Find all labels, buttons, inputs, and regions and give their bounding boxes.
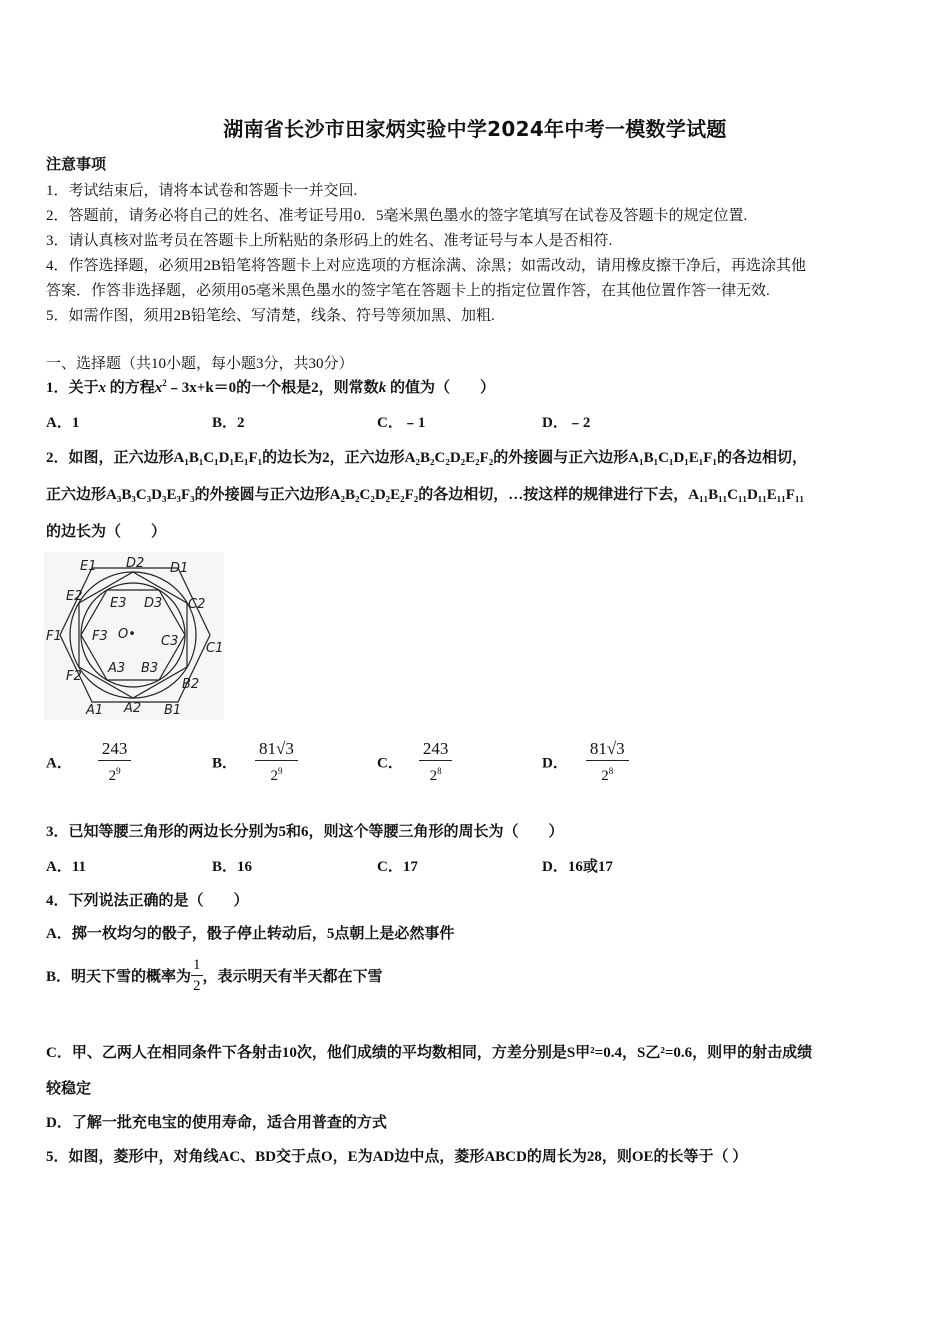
notice-item: 4．作答选择题，必须用2B铅笔将答题卡上对应选项的方框涂满、涂黑；如需改动，请用橡皮擦干净后，再选涂其他 bbox=[46, 258, 807, 274]
fig-label: A2 bbox=[124, 701, 142, 716]
question-3: 3．已知等腰三角形的两边长分别为5和6，则这个等腰三角形的周长为（ ） bbox=[46, 824, 564, 840]
fig-label: C1 bbox=[206, 641, 224, 656]
q2-option-a: A． $\frac{243}{2^9}$ bbox=[46, 738, 131, 786]
q3-option-a: A．11 bbox=[46, 859, 87, 875]
q2-option-b: B． $\frac{81√3}{2^9}$ bbox=[212, 738, 298, 786]
q2-option-d: D． $\frac{81√3}{2^8}$ bbox=[542, 738, 629, 786]
notice-item: 答案．作答非选择题，必须用05毫米黑色墨水的签字笔在答题卡上的指定位置作答，在其他位置作答一律无效. bbox=[46, 283, 770, 299]
fig-label: D2 bbox=[126, 556, 145, 571]
fig-label: B2 bbox=[182, 677, 200, 692]
question-2-line: 正六边形A₃B₃C₃D₃E₃F₃的外接圆与正六边形A₂B₂C₂D₂E₂F₂的各边相切，…按这样的规律进行下去，A₁₁B₁₁C₁₁D₁₁E₁₁F₁₁ bbox=[46, 487, 804, 503]
fig-label: A1 bbox=[86, 703, 104, 718]
q1-option-d: D．﹣2 bbox=[542, 415, 591, 431]
fig-label: B1 bbox=[164, 703, 182, 718]
hexagon-figure bbox=[44, 552, 224, 720]
fig-label: O• bbox=[118, 627, 136, 642]
q4-option-a: A．掷一枚均匀的骰子，骰子停止转动后，5点朝上是必然事件 bbox=[46, 926, 455, 942]
question-1: 1．关于x 的方程$x^2﹣3x+k=0$的一个根是2，则常数k 的值为（ ） bbox=[46, 378, 495, 396]
q3-option-b: B．16 bbox=[212, 859, 253, 875]
notice-heading: 注意事项 bbox=[46, 157, 107, 173]
q4-option-c: C．甲、乙两人在相同条件下各射击10次，他们成绩的平均数相同，方差分别是S甲²=0.4，S乙²=0.6，则甲的射击成绩 bbox=[46, 1045, 813, 1061]
q1-option-b: B．2 bbox=[212, 415, 245, 431]
fig-label: E2 bbox=[66, 589, 83, 604]
section-heading: 一、选择题（共10小题，每小题3分，共30分） bbox=[46, 356, 354, 372]
fig-label: F2 bbox=[66, 669, 82, 684]
fig-label: C3 bbox=[161, 634, 179, 649]
page-title: 湖南省长沙市田家炳实验中学2024年中考一模数学试题 bbox=[223, 117, 727, 141]
fig-label: C2 bbox=[188, 597, 206, 612]
notice-item: 1．考试结束后，请将本试卷和答题卡一并交回. bbox=[46, 183, 358, 199]
notice-item: 5．如需作图，须用2B铅笔绘、写清楚，线条、符号等须加黑、加粗. bbox=[46, 308, 495, 324]
fig-label: D1 bbox=[170, 561, 189, 576]
q1-option-c: C．﹣1 bbox=[377, 415, 426, 431]
hexagon-diagram bbox=[44, 552, 224, 720]
fig-label: F1 bbox=[46, 629, 62, 644]
fig-label: F3 bbox=[92, 629, 108, 644]
question-2-line: 2．如图，正六边形A₁B₁C₁D₁E₁F₁的边长为2，正六边形A₂B₂C₂D₂E₂F₂的外接圆与正六边形A₁B₁C₁D₁E₁F₁的各边相切， bbox=[46, 450, 807, 466]
q4-option-d: D．了解一批充电宝的使用寿命，适合用普查的方式 bbox=[46, 1115, 387, 1131]
q4-option-b: B．明天下雪的概率为 $\frac{1}{2}$ ，表示明天有半天都在下雪 bbox=[46, 957, 383, 994]
question-5: 5．如图，菱形中，对角线AC、BD交于点O，E为AD边中点，菱形ABCD的周长为28，则OE的长等于（ ） bbox=[46, 1149, 748, 1165]
fig-label: B3 bbox=[141, 661, 159, 676]
q3-option-d: D．16或17 bbox=[542, 859, 613, 875]
fig-label: D3 bbox=[144, 596, 163, 611]
fig-label: E3 bbox=[110, 596, 127, 611]
q2-option-c: C． $\frac{243}{2^8}$ bbox=[377, 738, 452, 786]
question-4: 4．下列说法正确的是（ ） bbox=[46, 893, 249, 909]
question-2-line: 的边长为（ ） bbox=[46, 524, 167, 540]
q4-option-c-cont: 较稳定 bbox=[46, 1081, 92, 1097]
q1-option-a: A．1 bbox=[46, 415, 80, 431]
q3-option-c: C．17 bbox=[377, 859, 418, 875]
notice-item: 2．答题前，请务必将自己的姓名、准考证号用0．5毫米黑色墨水的签字笔填写在试卷及答题卡的规定位置. bbox=[46, 208, 748, 224]
fig-label: E1 bbox=[80, 559, 97, 574]
fig-label: A3 bbox=[108, 661, 126, 676]
notice-item: 3．请认真核对监考员在答题卡上所粘贴的条形码上的姓名、准考证号与本人是否相符. bbox=[46, 233, 613, 249]
